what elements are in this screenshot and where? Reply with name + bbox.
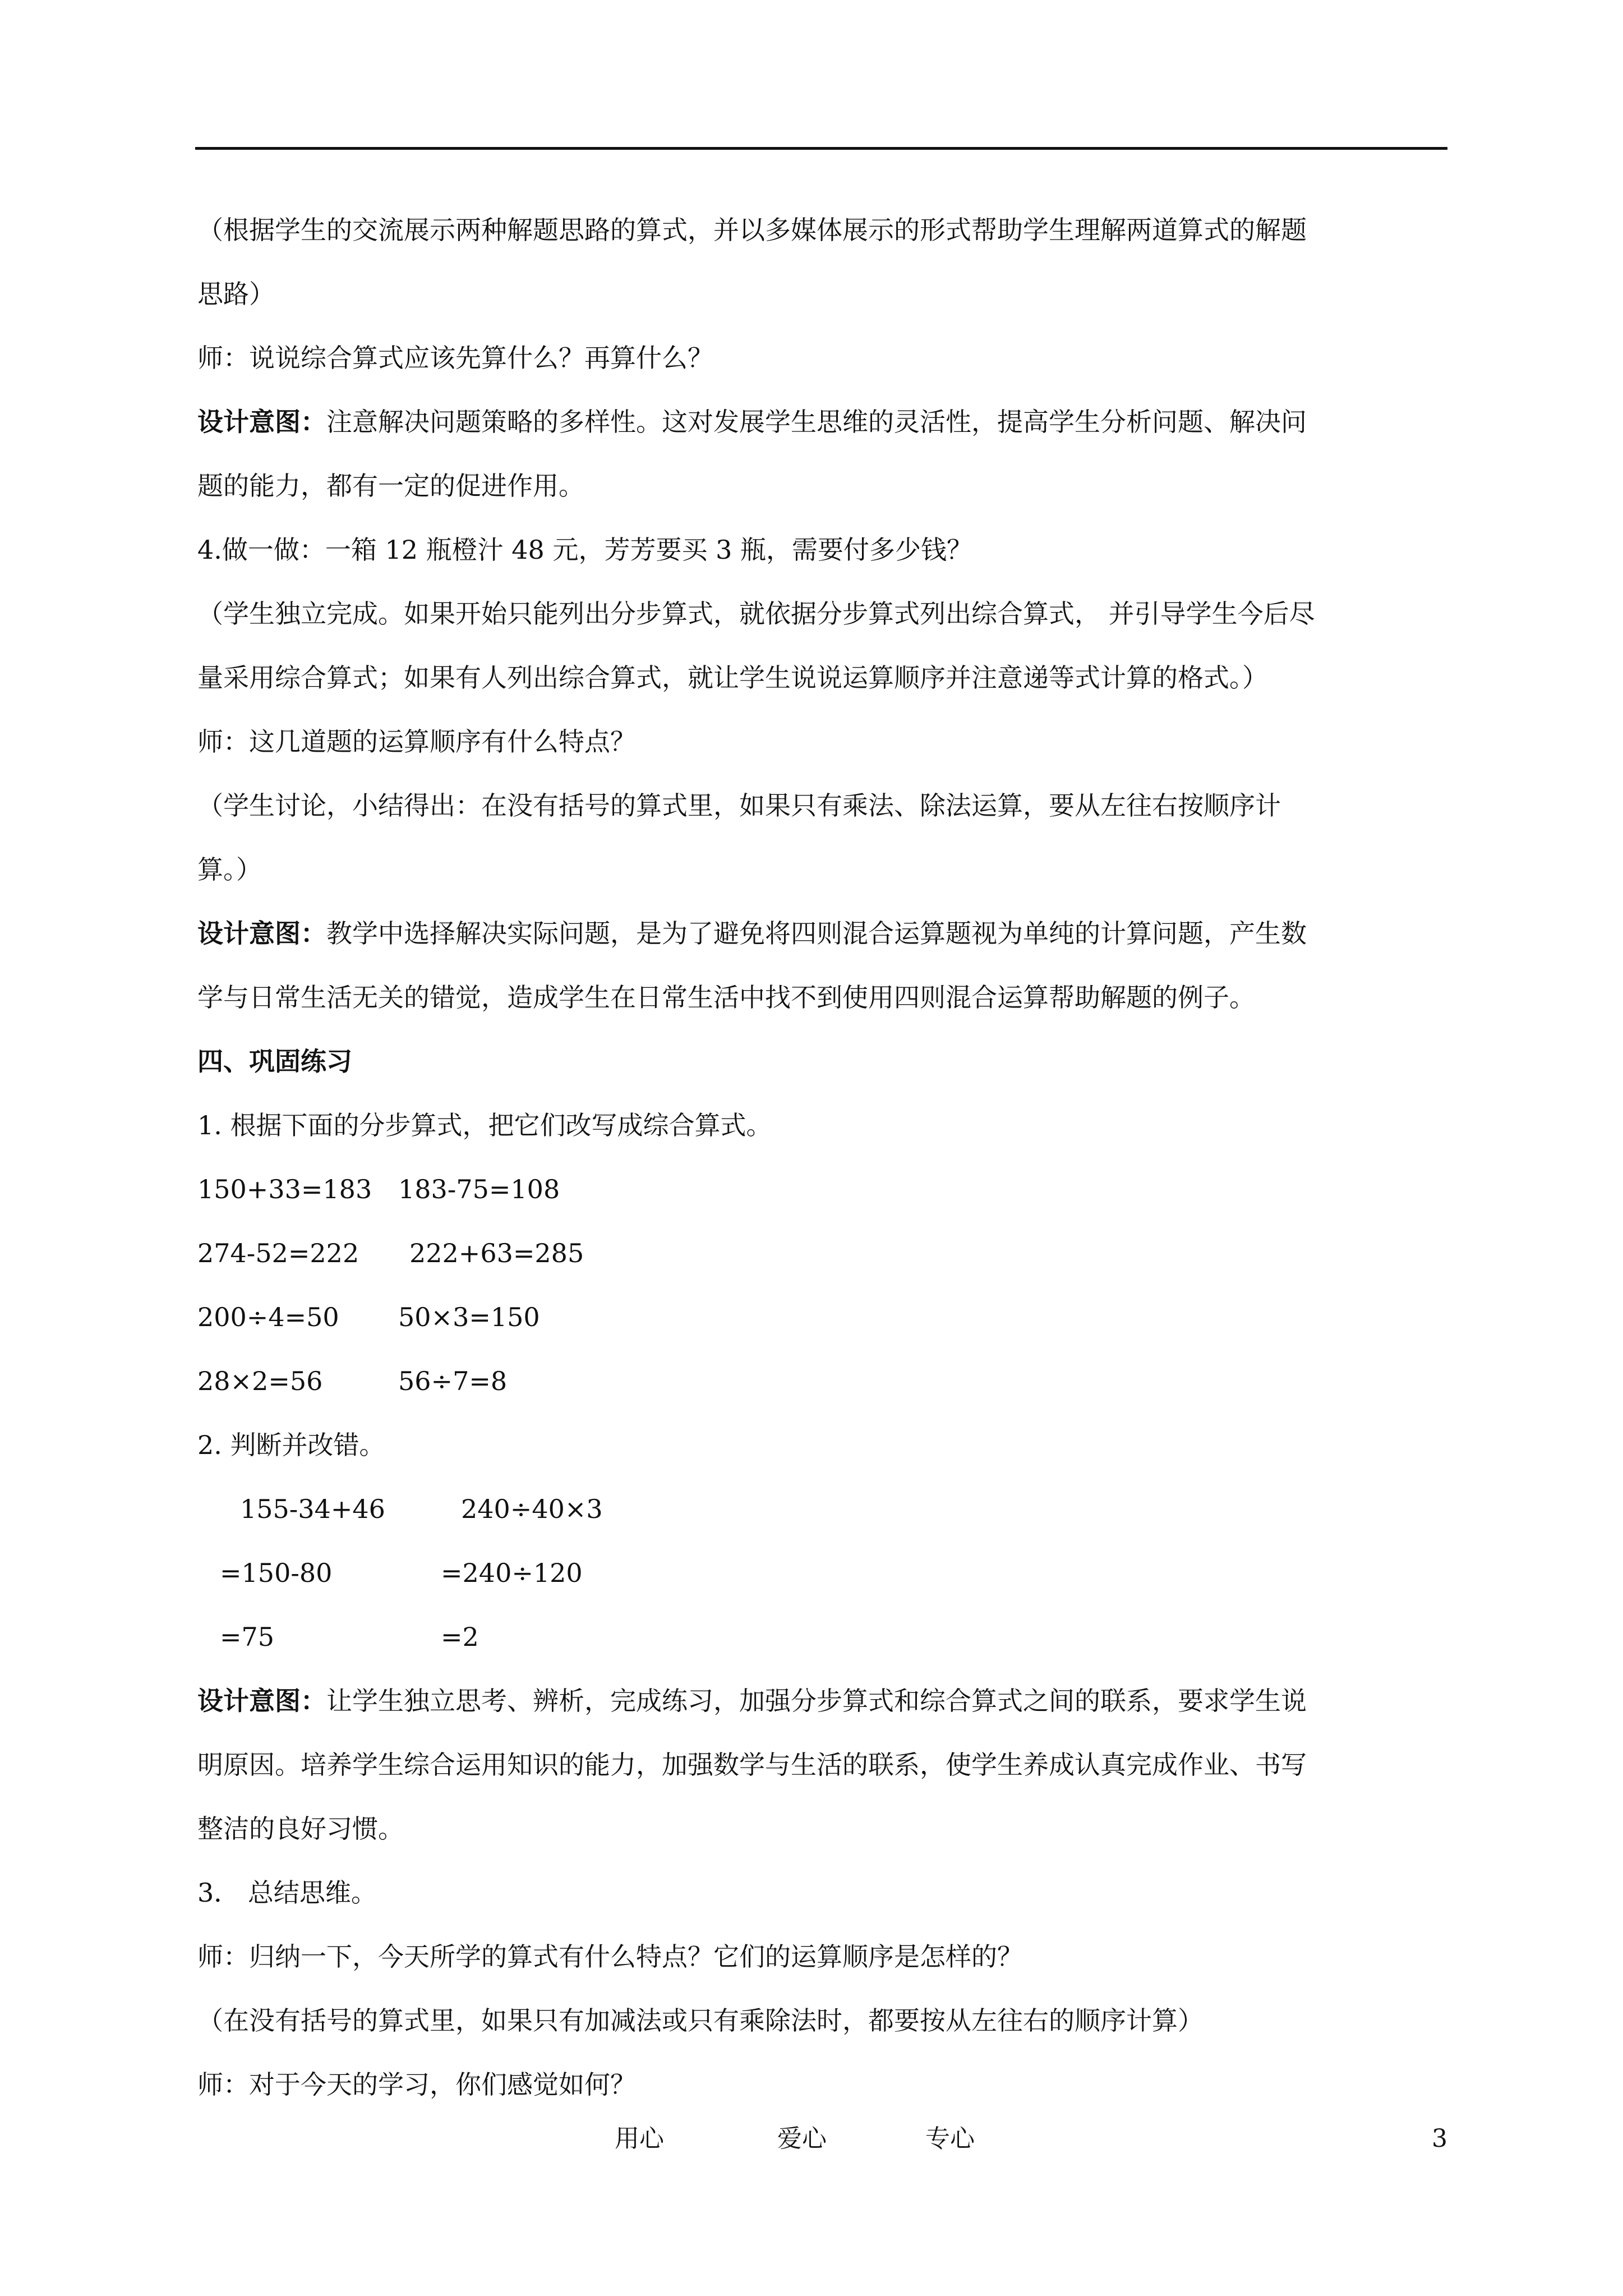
equation-left: 150+33=183 — [197, 1174, 372, 1204]
text-line: （根据学生的交流展示两种解题思路的算式，并以多媒体展示的形式帮助学生理解两道算式的解题 — [197, 215, 1307, 245]
text-line: （在没有括号的算式里，如果只有加减法或只有乘除法时，都要按从左往右的顺序计算） — [197, 2005, 1204, 2036]
footer-mid: 爱心 — [777, 2124, 827, 2153]
correction-left: 155-34+46 — [240, 1494, 385, 1524]
header-rule — [195, 147, 1447, 150]
text-line: 量采用综合算式；如果有人列出综合算式，就让学生说说运算顺序并注意递等式计算的格式。） — [197, 662, 1268, 693]
text-line: （学生独立完成。如果开始只能列出分步算式，就依据分步算式列出综合算式， 并引导学生今后尽 — [197, 599, 1315, 629]
correction-left: =75 — [220, 1622, 275, 1652]
design-intent-line: 设计意图：教学中选择解决实际问题，是为了避免将四则混合运算题视为单纯的计算问题，产生数 — [197, 918, 1307, 949]
text-line: 明原因。培养学生综合运用知识的能力，加强数学与生活的联系，使学生养成认真完成作业、书写 — [197, 1750, 1307, 1780]
text-line: 题的能力，都有一定的促进作用。 — [197, 471, 584, 501]
text-line: 学与日常生活无关的错觉，造成学生在日常生活中找不到使用四则混合运算帮助解题的例子。 — [197, 982, 1255, 1013]
design-intent-label: 设计意图： — [197, 918, 326, 949]
correction-right: =2 — [441, 1622, 479, 1652]
text-line: 算。） — [197, 854, 262, 885]
equation-left: 28×2=56 — [197, 1366, 323, 1396]
design-intent-label: 设计意图： — [197, 407, 326, 437]
page-number: 3 — [1432, 2124, 1447, 2153]
text-line: 思路） — [197, 279, 275, 309]
footer-right: 专心 — [925, 2124, 975, 2153]
correction-left: =150-80 — [220, 1558, 333, 1588]
exercise-3-title: 3． 总结思维。 — [197, 1878, 377, 1908]
exercise-2-title: 2. 判断并改错。 — [197, 1430, 385, 1460]
correction-right: 240÷40×3 — [461, 1494, 603, 1524]
equation-left: 274-52=222 — [197, 1238, 359, 1268]
text-line: 整洁的良好习惯。 — [197, 1814, 404, 1844]
text-line: 师：说说综合算式应该先算什么？再算什么？ — [197, 343, 713, 373]
text-line: 师：对于今天的学习，你们感觉如何？ — [197, 2069, 636, 2100]
text-line: 4.做一做：一箱 12 瓶橙汁 48 元，芳芳要买 3 瓶，需要付多少钱？ — [197, 535, 972, 565]
design-intent-line: 设计意图：让学生独立思考、辨析，完成练习，加强分步算式和综合算式之间的联系，要求学生说 — [197, 1686, 1307, 1716]
equation-right: 183-75=108 — [398, 1174, 560, 1204]
equation-right: 50×3=150 — [398, 1302, 540, 1332]
equation-left: 200÷4=50 — [197, 1302, 339, 1332]
correction-right: =240÷120 — [441, 1558, 583, 1588]
text-line: 师：归纳一下，今天所学的算式有什么特点？它们的运算顺序是怎样的？ — [197, 1941, 1023, 1972]
section-title: 四、巩固练习 — [197, 1046, 352, 1076]
footer-left: 用心 — [615, 2124, 664, 2153]
equation-right: 56÷7=8 — [398, 1366, 508, 1396]
text-line: （学生讨论，小结得出：在没有括号的算式里，如果只有乘法、除法运算，要从左往右按顺序计 — [197, 790, 1281, 821]
design-intent-label: 设计意图： — [197, 1686, 326, 1716]
equation-right: 222+63=285 — [409, 1238, 584, 1268]
text-line: 师：这几道题的运算顺序有什么特点？ — [197, 726, 636, 757]
design-intent-line: 设计意图：注意解决问题策略的多样性。这对发展学生思维的灵活性，提高学生分析问题、解决问 — [197, 407, 1307, 437]
exercise-1-title: 1. 根据下面的分步算式，把它们改写成综合算式。 — [197, 1110, 772, 1140]
